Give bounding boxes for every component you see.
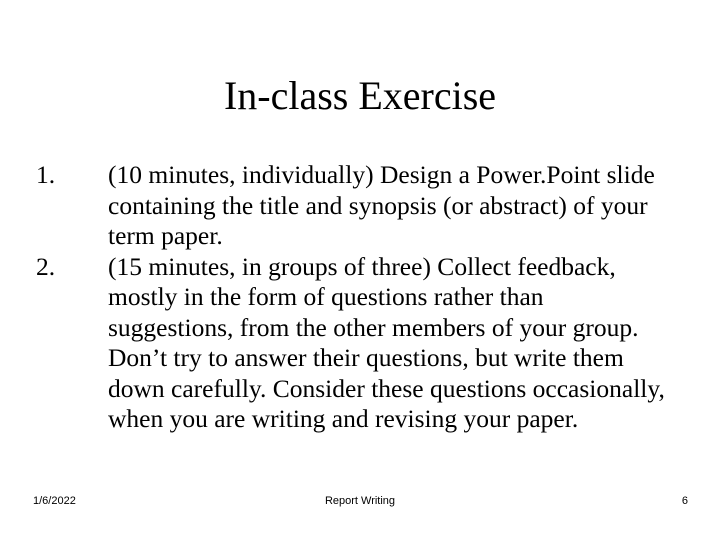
list-item bbox=[36, 160, 666, 252]
slide-title: In-class Exercise bbox=[223, 73, 497, 118]
list-item-number: 1. bbox=[36, 160, 56, 189]
page-number: 6 bbox=[681, 495, 688, 507]
list-item-number: 2. bbox=[36, 251, 56, 281]
list-item-text: (10 minutes, individually) Design a Power.Point slide containing the title and synopsis (or abstract) of your term paper. bbox=[108, 160, 655, 250]
footer-title: Report Writing bbox=[324, 495, 396, 507]
list-item bbox=[36, 252, 666, 435]
footer-date: 1/6/2022 bbox=[33, 495, 76, 507]
exercise-list bbox=[36, 160, 666, 435]
list-item-text: (15 minutes, in groups of three) Collect feedback, mostly in the form of questions rather than suggestions, from the other members of your group. Don’t try to answer their questions, but write them down carefully. Consider these questions occasionally, when you are writing and revising your paper. bbox=[108, 251, 665, 433]
